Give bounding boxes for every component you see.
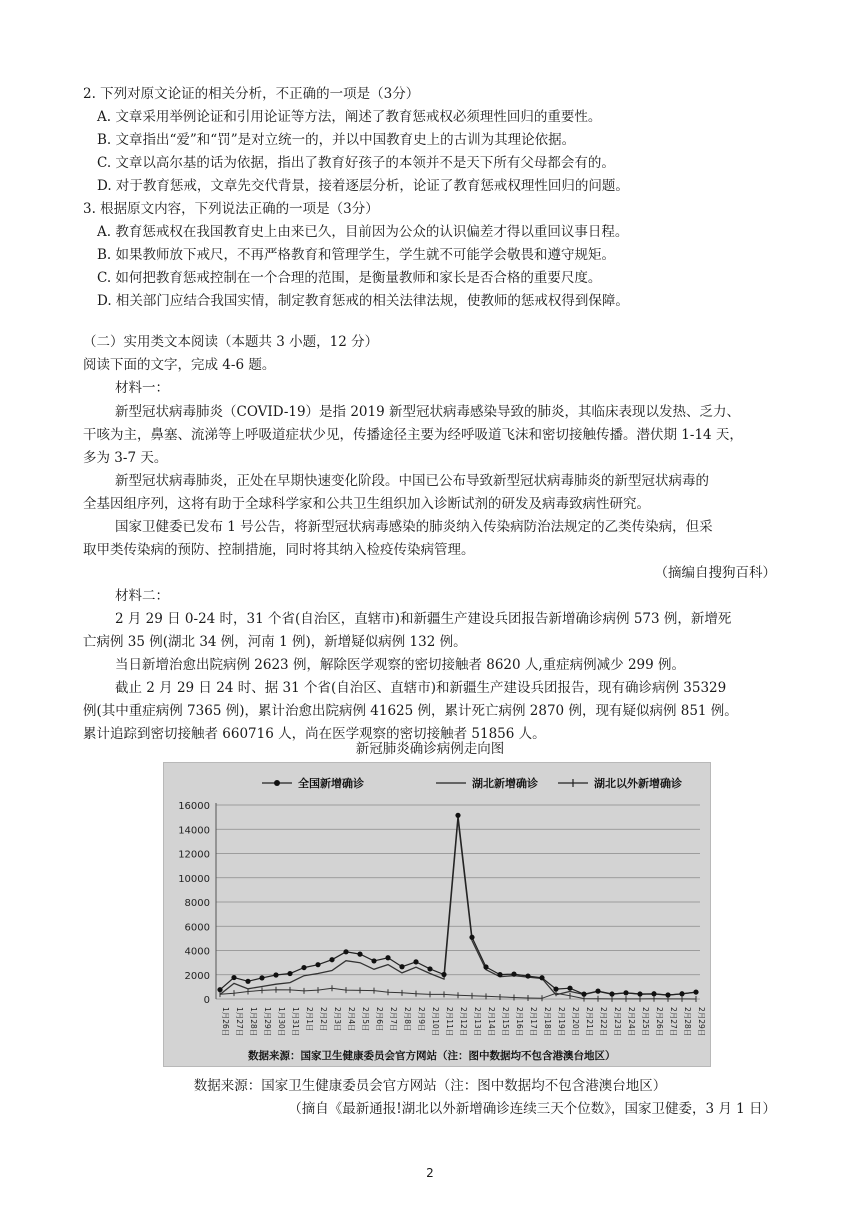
national-point — [357, 952, 362, 957]
national-point — [539, 975, 544, 980]
page-number: 2 — [426, 1166, 434, 1180]
national-point — [497, 972, 502, 977]
national-point — [623, 990, 628, 995]
material1-p1-line2: 干咳为主，鼻塞、流涕等上呼吸道症状少见，传播途径主要为经呼吸道飞沫和密切接触传播。潜伏期 1-14 天， — [83, 427, 743, 443]
national-point — [371, 958, 376, 963]
national-point — [609, 991, 614, 996]
series-line-hubei — [220, 819, 696, 995]
x-tick-label: 1月26日 — [221, 1007, 230, 1037]
national-point — [483, 964, 488, 969]
legend-label: 湖北以外新增确诊 — [594, 777, 682, 790]
x-tick-label: 2月5日 — [361, 1007, 370, 1032]
q3-option-a: A. 教育惩戒权在我国教育史上由来已久，目前因为公众的认识偏差才得以重回议事日程。 — [97, 224, 629, 240]
national-point — [343, 949, 348, 954]
national-point — [469, 935, 474, 940]
q2-option-a: A. 文章采用举例论证和引用论证等方法，阐述了教育惩戒权必须理性回归的重要性。 — [97, 109, 602, 125]
section-heading: （二）实用类文本阅读（本题共 3 小题，12 分） — [83, 334, 379, 350]
q2-stem: 2. 下列对原文论证的相关分析，不正确的一项是（3分） — [83, 86, 420, 102]
national-point — [287, 971, 292, 976]
material2-p3-line3: 累计追踪到密切接触者 660716 人，尚在医学观察的密切接触者 51856 人。 — [83, 726, 546, 742]
national-point — [525, 973, 530, 978]
legend-label: 全国新增确诊 — [298, 777, 364, 790]
national-point — [441, 972, 446, 977]
x-tick-label: 2月16日 — [515, 1007, 524, 1037]
legend-label: 湖北新增确诊 — [472, 777, 538, 790]
national-point — [301, 965, 306, 970]
material1-p2-line1: 新型冠状病毒肺炎，正处在早期快速变化阶段。中国已公布导致新型冠状病毒肺炎的新型冠状病毒的 — [115, 473, 709, 489]
national-point — [651, 991, 656, 996]
x-tick-label: 2月22日 — [599, 1007, 608, 1037]
x-tick-label: 2月27日 — [669, 1007, 678, 1037]
x-tick-label: 2月3日 — [333, 1007, 342, 1032]
national-point — [315, 962, 320, 967]
x-tick-label: 1月31日 — [291, 1007, 300, 1037]
chart-caption: 新冠肺炎确诊病例走向图 — [355, 741, 505, 757]
x-tick-label: 2月7日 — [389, 1007, 398, 1032]
x-tick-label: 1月30日 — [277, 1007, 286, 1037]
line-chart-svg — [164, 763, 710, 1066]
x-tick-label: 2月23日 — [613, 1007, 622, 1037]
x-tick-label: 2月13日 — [473, 1007, 482, 1037]
national-point — [273, 972, 278, 977]
national-point — [231, 975, 236, 980]
y-tick-label: 10000 — [178, 873, 210, 885]
x-tick-label: 2月19日 — [557, 1007, 566, 1037]
national-point — [427, 966, 432, 971]
material1-p3-line1: 国家卫健委已发布 1 号公告，将新型冠状病毒感染的肺炎纳入传染病防治法规定的乙类传染病，但采 — [115, 519, 713, 535]
legend-marker — [274, 780, 280, 786]
x-tick-label: 2月14日 — [487, 1007, 496, 1037]
material1-label: 材料一： — [115, 380, 169, 396]
x-tick-label: 1月29日 — [263, 1007, 272, 1037]
national-point — [259, 975, 264, 980]
national-point — [399, 964, 404, 969]
y-tick-label: 4000 — [184, 946, 210, 958]
line-chart — [163, 762, 711, 1067]
x-tick-label: 2月28日 — [683, 1007, 692, 1037]
material2-p3-line2: 例(其中重症病例 7365 例)，累计治愈出院病例 41625 例，累计死亡病例 2870 例，现有疑似病例 851 例。 — [83, 703, 738, 719]
y-tick-label: 16000 — [178, 801, 210, 812]
national-point — [511, 972, 516, 977]
national-point — [553, 986, 558, 991]
x-tick-label: 2月24日 — [627, 1007, 636, 1037]
national-point — [413, 959, 418, 964]
y-tick-label: 6000 — [184, 922, 210, 934]
national-point — [245, 979, 250, 984]
material2-label: 材料二： — [115, 588, 169, 604]
x-tick-label: 2月10日 — [431, 1007, 440, 1037]
national-point — [385, 955, 390, 960]
y-tick-label: 8000 — [184, 898, 210, 909]
x-tick-label: 2月1日 — [305, 1007, 314, 1032]
q3-option-c: C. 如何把教育惩戒控制在一个合理的范围，是衡量教师和家长是否合格的重要尺度。 — [97, 270, 602, 286]
y-tick-label: 0 — [203, 995, 210, 1006]
x-tick-label: 1月28日 — [249, 1007, 258, 1037]
material1-p3-line2: 取甲类传染病的预防、控制措施，同时将其纳入检疫传染病管理。 — [83, 542, 475, 558]
x-tick-label: 2月26日 — [655, 1007, 664, 1037]
x-tick-label: 2月12日 — [459, 1007, 468, 1037]
national-point — [455, 813, 460, 818]
material1-p2-line2: 全基因组序列，这将有助于全球科学家和公共卫生组织加入诊断试剂的研发及病毒致病性研究。 — [83, 496, 650, 512]
y-tick-label: 2000 — [184, 970, 210, 982]
national-point — [567, 986, 572, 991]
chart-source: 数据来源：国家卫生健康委员会官方网站（注：图中数据均不包含港澳台地区） — [193, 1078, 667, 1094]
x-tick-label: 2月11日 — [445, 1007, 454, 1037]
national-point — [581, 992, 586, 997]
x-tick-label: 2月20日 — [571, 1007, 580, 1037]
q2-option-c: C. 文章以高尔基的话为依据，指出了教育好孩子的本领并不是天下所有父母都会有的。 — [97, 155, 615, 171]
national-point — [329, 957, 334, 962]
q3-option-d: D. 相关部门应结合我国实情，制定教育惩戒的相关法律法规，使教师的惩戒权得到保障。 — [97, 293, 629, 309]
x-tick-label: 2月25日 — [641, 1007, 650, 1037]
national-point — [679, 991, 684, 996]
chart-source-note: 数据来源：国家卫生健康委员会官方网站（注：图中数据均不包含港澳台地区） — [248, 1050, 616, 1062]
material2-p1-line1: 2 月 29 日 0-24 时，31 个省(自治区，直辖市)和新疆生产建设兵团报告新增确诊病例 573 例，新增死 — [115, 611, 732, 627]
material1-source: （摘编自搜狗百科） — [654, 565, 776, 581]
national-point — [665, 992, 670, 997]
y-tick-label: 12000 — [178, 849, 210, 861]
x-tick-label: 2月21日 — [585, 1007, 594, 1037]
q2-option-d: D. 对于教育惩戒，文章先交代背景，接着逐层分析，论证了教育惩戒权理性回归的问题。 — [97, 178, 629, 194]
x-tick-label: 2月6日 — [375, 1007, 384, 1032]
material2-p1-line2: 亡病例 35 例(湖北 34 例，河南 1 例)，新增疑似病例 132 例。 — [83, 634, 467, 650]
q2-option-b: B. 文章指出“爱”和“罚”是对立统一的，并以中国教育史上的古训为其理论依据。 — [97, 132, 576, 148]
x-tick-label: 2月4日 — [347, 1007, 356, 1032]
section-instruction: 阅读下面的文字，完成 4-6 题。 — [83, 357, 276, 373]
y-tick-label: 14000 — [178, 825, 210, 837]
x-tick-label: 2月29日 — [697, 1007, 706, 1037]
x-tick-label: 2月18日 — [543, 1007, 552, 1037]
material1-p1-line1: 新型冠状病毒肺炎（COVID-19）是指 2019 新型冠状病毒感染导致的肺炎，其临床表现以发热、乏力、 — [115, 404, 740, 420]
material2-p2: 当日新增治愈出院病例 2623 例，解除医学观察的密切接触者 8620 人,重症病例减少 299 例。 — [115, 657, 686, 673]
x-tick-label: 1月27日 — [235, 1007, 244, 1037]
national-point — [637, 991, 642, 996]
x-tick-label: 2月9日 — [417, 1007, 426, 1032]
material2-p3-line1: 截止 2 月 29 日 24 时、据 31 个省(自治区、直辖市)和新疆生产建设兵团报告，现有确诊病例 35329 — [115, 680, 727, 696]
national-point — [595, 989, 600, 994]
q3-stem: 3. 根据原文内容，下列说法正确的一项是（3分） — [83, 201, 379, 217]
material1-p1-line3: 多为 3-7 天。 — [83, 450, 168, 466]
series-line-national — [220, 815, 696, 995]
x-tick-label: 2月15日 — [501, 1007, 510, 1037]
x-tick-label: 2月8日 — [403, 1007, 412, 1032]
q3-option-b: B. 如果教师放下戒尺，不再严格教育和管理学生，学生就不可能学会敬畏和遵守规矩。 — [97, 247, 616, 263]
national-point — [217, 987, 222, 992]
chart-citation: （摘自《最新通报!湖北以外新增确诊连续三天个位数》，国家卫健委，3 月 1 日） — [288, 1101, 776, 1117]
national-point — [693, 989, 698, 994]
x-tick-label: 2月2日 — [319, 1007, 328, 1032]
x-tick-label: 2月17日 — [529, 1007, 538, 1037]
